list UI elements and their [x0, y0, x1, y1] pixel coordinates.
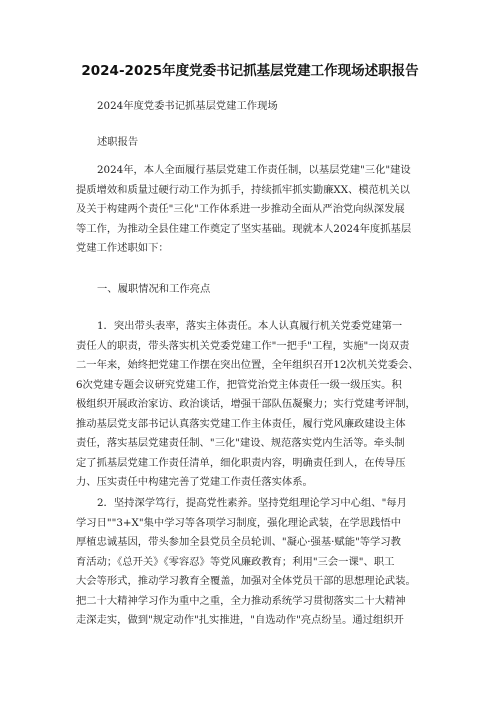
paragraph-line: 育活动；《总开关》《零容忍》等党风廉政教育；利用"三会一课"、职工	[76, 555, 395, 568]
report-heading: 述职报告	[97, 136, 139, 148]
paragraph-line: 定了抓基层党建工作责任清单，细化职责内容，明确责任到人，在传导压	[76, 456, 406, 469]
paragraph-line: 厚植忠诚基因，带头参加全县党员全员轮训、"凝心·强基·赋能"等学习教	[76, 536, 401, 549]
paragraph-line: 二一年来，始终把党建工作摆在突出位置，全年组织召开12次机关党委会、	[76, 359, 419, 372]
paragraph-line: 1．突出带头表率，落实主体责任。本人认真履行机关党委党建第一	[97, 320, 403, 332]
paragraph-line: 把二十大精神学习作为重中之重，全力推动系统学习贯彻落实二十大精神	[76, 594, 406, 607]
paragraph-line: 推动基层党支部书记认真落实党建工作主体责任，履行党风廉政建设主体	[76, 417, 406, 430]
paragraph-line: 等工作，为推动全县住建工作奠定了坚实基础。现就本人2024年度抓基层	[76, 222, 412, 235]
document-subtitle: 2024年度党委书记抓基层党建工作现场	[97, 100, 278, 112]
paragraph-line: 大会等形式，推动学习教育全覆盖，加强对全体党员干部的思想理论武装。	[76, 575, 416, 588]
paragraph-line: 责任，落实基层党建责任制、"三化"建设、规范落实党内生活等。牵头制	[76, 437, 405, 450]
paragraph-line: 6次党建专题会议研究党建工作，把管党治党主体责任一级一级压实。积	[76, 378, 402, 391]
paragraph-line: 党建工作述职如下：	[76, 242, 169, 255]
paragraph-line: 2024年，本人全面履行基层党建工作责任制，以基层党建"三化"建设	[97, 164, 411, 176]
document-title: 2024-2025年度党委书记抓基层党建工作现场述职报告	[81, 63, 419, 79]
paragraph-line: 走深走实，做到"规定动作"扎实推进，"自选动作"亮点纷呈。通过组织开	[76, 614, 404, 627]
paragraph-line: 提质增效和质量过硬行动工作为抓手，持续抓牢抓实勤廉XX、模范机关以	[76, 183, 410, 196]
paragraph-line: 责任人的职责，带头落实机关党委党建工作"一把手"工程，实施"一岗双责	[76, 339, 410, 352]
paragraph-line: 及关于构建两个责任"三化"工作体系进一步推动全面从严治党向纵深发展	[76, 203, 405, 216]
paragraph-line: 极组织开展政治家访、政治谈话，增强干部队伍凝聚力；实行党建考评制，	[76, 398, 416, 411]
paragraph-line: 2．坚持深学笃行，提高党性素养。坚持党组理论学习中心组、"每月	[97, 497, 407, 509]
paragraph-line: 学习日""3+X"集中学习等各项学习制度，强化理论武装，在学思践悟中	[76, 516, 402, 529]
paragraph-line: 力、压实责任中构建完善了党建工作责任落实体系。	[76, 476, 313, 489]
paragraph-line: 一、履职情况和工作亮点	[97, 283, 211, 295]
